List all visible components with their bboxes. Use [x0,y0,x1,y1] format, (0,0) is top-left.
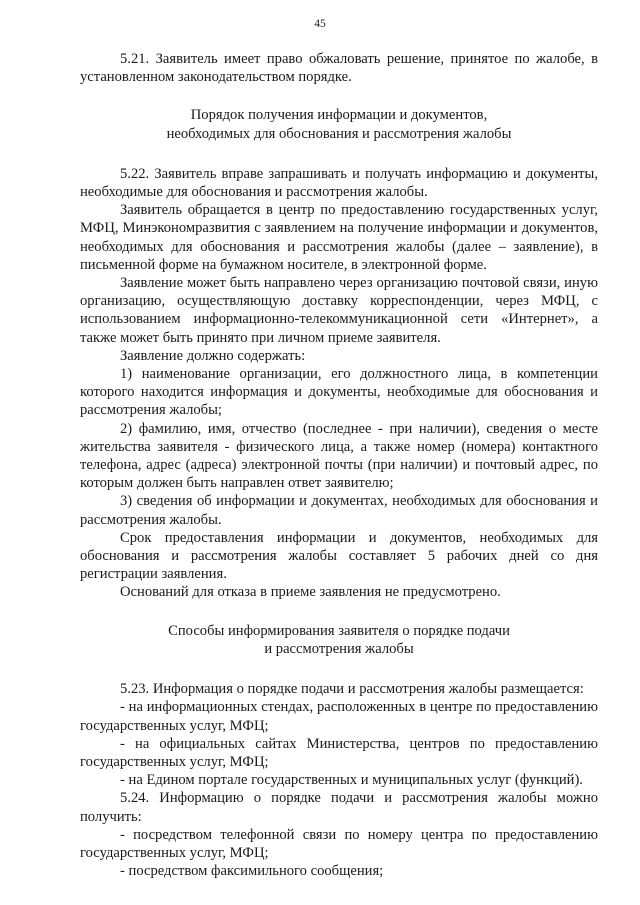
paragraph: Заявитель обращается в центр по предоставлению государственных услуг, МФЦ, Минэкономразвития с заявлением на получение информации и документов, необходимых для обоснования и рассмотрения жалобы (далее – заявление), в письменной форме на бумажном носителе, в электронной форме. [80,202,598,273]
paragraph-5-21: 5.21. Заявитель имеет право обжаловать решение, принятое по жалобе, в установленном законодательством порядке. [80,51,598,86]
heading-line: Способы информирования заявителя о порядке подачи [168,622,510,639]
list-item: - посредством телефонной связи по номеру центра по предоставлению государственных услуг, МФЦ; [80,826,598,861]
list-item: - на Едином портале государственных и муниципальных услуг (функций). [120,772,583,789]
heading-line: Порядок получения информации и документов, [190,107,488,124]
section-heading-info-documents [80,106,598,142]
paragraph: Оснований для отказа в приеме заявления не предусмотрено. [120,584,501,601]
heading-line: и рассмотрения жалобы [264,640,414,657]
paragraph-5-23: 5.23. Информация о порядке подачи и рассмотрения жалобы размещается: [120,681,584,698]
list-item: - на информационных стендах, расположенных в центре по предоставлению государственных услуг, МФЦ; [80,699,598,734]
list-item: - на официальных сайтах Министерства, центров по предоставлению государственных услуг, МФЦ; [80,735,598,770]
section-heading-informing-methods [80,622,598,658]
paragraph: Заявление должно содержать: [120,347,306,364]
list-item: 3) сведения об информации и документах, необходимых для обоснования и рассмотрения жалобы. [80,493,598,528]
page-number: 45 [314,18,326,30]
paragraph: Срок предоставления информации и документов, необходимых для обоснования и рассмотрения жалобы составляет 5 рабочих дней со дня регистрации заявления. [80,529,598,583]
list-item: - посредством факсимильного сообщения; [120,863,384,880]
list-item: 1) наименование организации, его должностного лица, в компетенции которого находится информация и документы, необходимые для обоснования и рассмотрения жалобы; [80,366,598,419]
list-item: 2) фамилию, имя, отчество (последнее - при наличии), сведения о месте жительства заявителя - физического лица, а также номер (номера) контактного телефона, адрес (адреса) электронной почты (при наличии) и почтовый адрес, по которым должен быть направлен ответ заявителю; [80,420,598,492]
paragraph-5-22: 5.22. Заявитель вправе запрашивать и получать информацию и документы, необходимые для обоснования и рассмотрения жалобы. [80,165,598,201]
document-body [80,50,598,880]
paragraph-5-24: 5.24. Информацию о порядке подачи и рассмотрения жалобы можно получить: [80,790,598,825]
heading-line: необходимых для обоснования и рассмотрения жалобы [166,125,512,142]
paragraph: Заявление может быть направлено через организацию почтовой связи, иную организацию, осуществляющую доставку корреспонденции, через МФЦ, с использованием информационно-телекоммуникационной сети «Интернет», а также может быть принято при личном приеме заявителя. [80,275,598,346]
